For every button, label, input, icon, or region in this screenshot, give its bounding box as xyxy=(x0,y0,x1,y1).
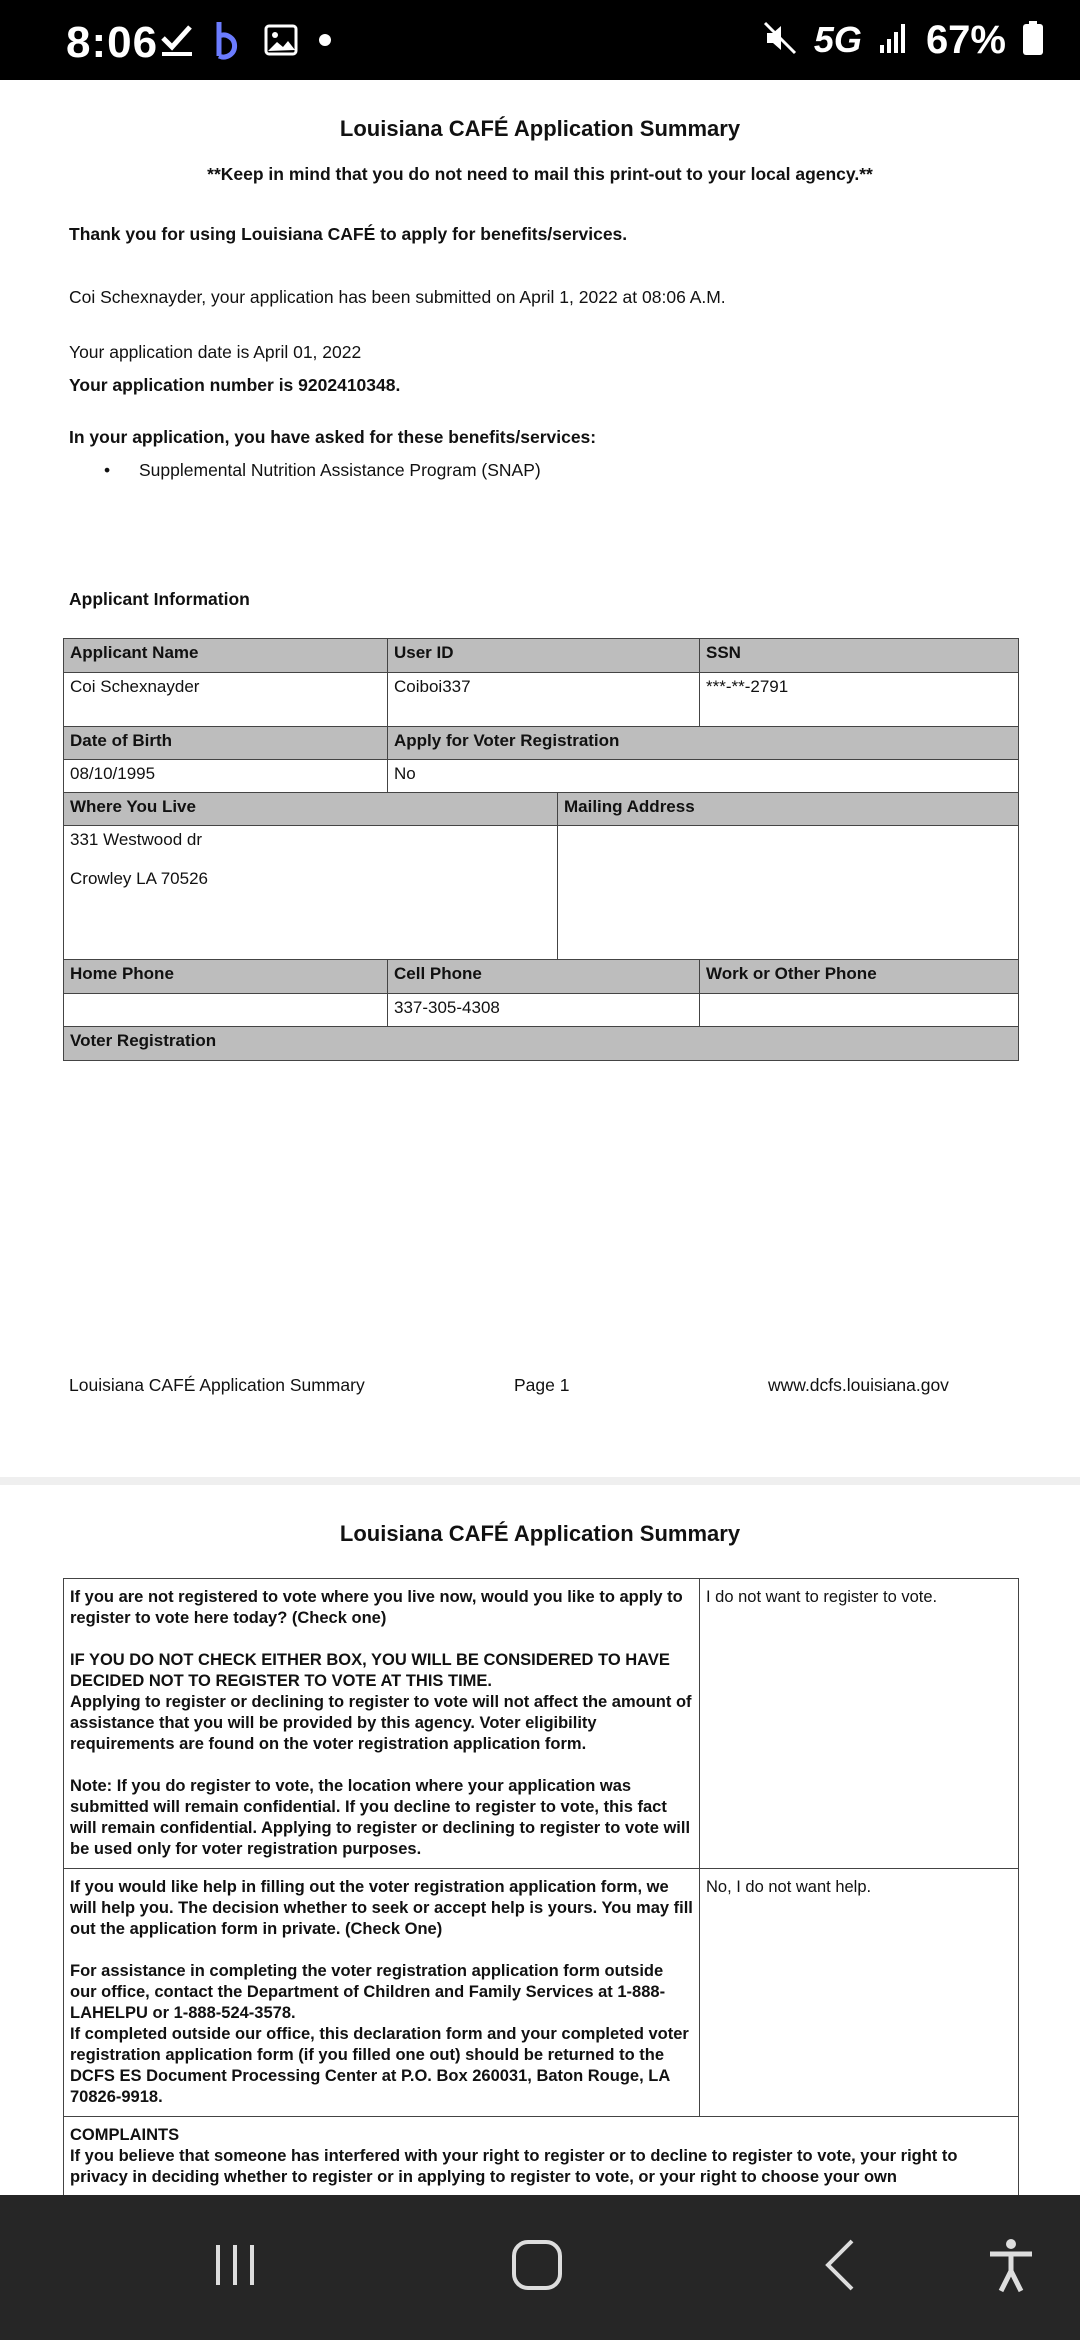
footer-page-number: Page 1 xyxy=(514,1375,570,1395)
application-date: Your application date is April 01, 2022 xyxy=(69,342,362,362)
bold-app-icon xyxy=(214,20,244,65)
system-icons xyxy=(762,18,1044,62)
dot-icon xyxy=(318,33,332,52)
phone-table xyxy=(63,959,1019,1061)
home-phone-label: Home Phone xyxy=(64,960,388,994)
submitted-text: Coi Schexnayder, your application has been submitted on April 1, 2022 at 08:06 A.M. xyxy=(69,287,726,307)
section-heading: Applicant Information xyxy=(69,589,250,609)
q1-paragraph-3: Applying to register or declining to register to vote will not affect the amount of assistance that you will be provided by this agency. Voter eligibility requirements are found on the voter registration application form. xyxy=(70,1693,692,1753)
q1-paragraph-2: IF YOU DO NOT CHECK EITHER BOX, YOU WILL BE CONSIDERED TO HAVE DECIDED NOT TO REGISTER TO VOTE AT THIS TIME. xyxy=(70,1651,670,1690)
battery-percent: 67% xyxy=(925,17,1006,62)
q2-paragraph-2: For assistance in completing the voter registration application form outside our office, contact the Department of Children and Family Services at 1-888-LAHELPU or 1-888-524-3578. xyxy=(70,1962,666,2022)
applicant-table-row1 xyxy=(63,638,1019,793)
applicant-name-label: Applicant Name xyxy=(64,639,388,673)
mailing-address-value xyxy=(558,826,1019,960)
voter-apply-label: Apply for Voter Registration xyxy=(388,727,1019,760)
voter-question-2 xyxy=(64,1869,700,2117)
voter-answer-1: I do not want to register to vote. xyxy=(700,1579,1019,1869)
cell-phone-label: Cell Phone xyxy=(388,960,700,994)
ssn-label: SSN xyxy=(700,639,1019,673)
work-phone-label: Work or Other Phone xyxy=(700,960,1019,994)
accessibility-button[interactable] xyxy=(966,2225,1056,2305)
address-line-1: 331 Westwood dr xyxy=(70,830,202,849)
battery-icon xyxy=(1022,20,1044,61)
where-you-live-label: Where You Live xyxy=(64,793,558,826)
q1-paragraph-1: If you are not registered to vote where you live now, would you like to apply to register to vote here today? (Check one) xyxy=(70,1588,683,1627)
mailing-address-label: Mailing Address xyxy=(558,793,1019,826)
footer-website: www.dcfs.louisiana.gov xyxy=(768,1375,949,1395)
dob-label: Date of Birth xyxy=(64,727,388,760)
cell-phone-value: 337-305-4308 xyxy=(388,994,700,1027)
status-bar xyxy=(0,0,1080,80)
home-address xyxy=(64,826,558,960)
complaints-text: If you believe that someone has interfered with your right to register or to decline to register to vote, your right to privacy in deciding whether to register or in applying to register to vote, or your right to choose your own xyxy=(70,2147,958,2186)
complaints-heading: COMPLAINTS xyxy=(70,2126,180,2144)
home-phone-value xyxy=(64,994,388,1027)
home-button[interactable] xyxy=(492,2225,582,2305)
address-table xyxy=(63,792,1019,960)
page-title-2: Louisiana CAFÉ Application Summary xyxy=(339,1521,741,1546)
voter-apply-value: No xyxy=(388,760,1019,793)
notification-icons xyxy=(160,20,332,64)
voter-questions-table xyxy=(63,1578,1019,2195)
footer-left: Louisiana CAFÉ Application Summary xyxy=(69,1375,365,1395)
work-phone-value xyxy=(700,994,1019,1027)
user-id-label: User ID xyxy=(388,639,700,673)
network-type: 5G xyxy=(813,19,862,60)
q2-paragraph-3: If completed outside our office, this declaration form and your completed voter registration application form (if you filled one out) should be returned to the DCFS ES Document Processing Center at P.O. Box 260031, Baton Rouge, LA 70826-9918. xyxy=(70,2025,689,2106)
voter-question-1 xyxy=(64,1579,700,1869)
mute-icon xyxy=(762,20,798,61)
applicant-name-value: Coi Schexnayder xyxy=(64,673,388,727)
document-page-1 xyxy=(0,80,1080,1477)
navigation-bar xyxy=(0,2195,1080,2340)
address-line-2: Crowley LA 70526 xyxy=(70,869,208,888)
q1-paragraph-4: Note: If you do register to vote, the location where your application was submitted will remain confidential. If you decline to register to vote, this fact will remain confidential. Applying to register or declining to register to vote will be used only for voter registration purposes. xyxy=(70,1777,691,1858)
home-icon xyxy=(509,2237,565,2293)
thanks-text: Thank you for using Louisiana CAFÉ to apply for benefits/services. xyxy=(69,224,628,244)
q2-paragraph-1: If you would like help in filling out the voter registration application form, we will help you. The decision whether to seek or accept help is yours. You may fill out the application form in private. (Check One) xyxy=(70,1878,693,1938)
document-page-2 xyxy=(0,1485,1080,2195)
back-icon xyxy=(820,2237,860,2293)
user-id-value: Coiboi337 xyxy=(388,673,700,727)
status-time: 8:06 xyxy=(66,18,159,67)
voter-answer-2: No, I do not want help. xyxy=(700,1869,1019,2117)
dob-value: 08/10/1995 xyxy=(64,760,388,793)
bullet-icon: • xyxy=(104,460,111,480)
accessibility-icon xyxy=(986,2237,1036,2293)
complaints-section xyxy=(64,2117,1019,2196)
application-number: Your application number is 9202410348. xyxy=(69,375,401,395)
mail-notice: **Keep in mind that you do not need to mail this print-out to your local agency.** xyxy=(207,164,873,184)
recent-apps-icon xyxy=(210,2240,260,2290)
page-title: Louisiana CAFÉ Application Summary xyxy=(339,116,741,141)
ssn-value: ***-**-2791 xyxy=(700,673,1019,727)
gallery-icon xyxy=(264,24,298,61)
checkmark-icon xyxy=(160,22,194,63)
benefits-heading: In your application, you have asked for these benefits/services: xyxy=(69,427,597,447)
benefit-item: Supplemental Nutrition Assistance Program (SNAP) xyxy=(139,460,541,480)
back-button[interactable] xyxy=(795,2225,885,2305)
voter-registration-label: Voter Registration xyxy=(64,1027,1019,1061)
signal-icon xyxy=(878,21,910,60)
recent-apps-button[interactable] xyxy=(190,2225,280,2305)
